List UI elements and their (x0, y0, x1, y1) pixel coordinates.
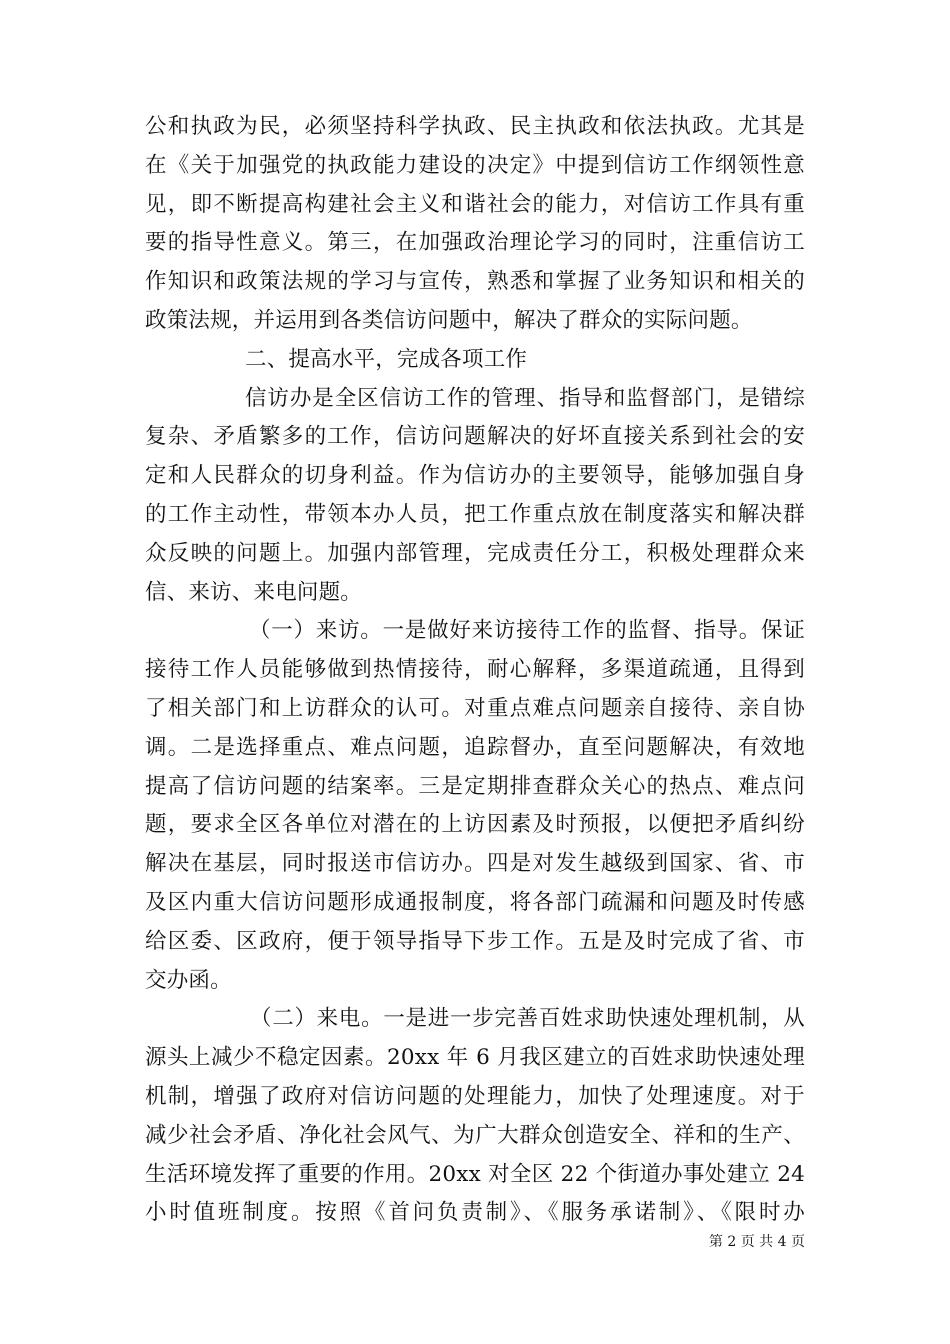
text-line: 定和人民群众的切身利益。作为信访办的主要领导，能够加强自身 (145, 463, 805, 489)
text-line: 小时值班制度。按照《首问负责制》、《服务承诺制》、《限时办 (145, 1200, 805, 1226)
text-line: 要的指导性意义。第三，在加强政治理论学习的同时，注重信访工 (145, 230, 805, 256)
text-line: 政策法规，并运用到各类信访问题中，解决了群众的实际问题。 (145, 307, 753, 333)
subsection-start-line: （二）来电。一是进一步完善百姓求助快速处理机制，从 (250, 1006, 805, 1032)
document-body (145, 108, 805, 1233)
page-number-footer: 第 2 页 共 4 页 (708, 1234, 805, 1250)
text-line: 见，即不断提高构建社会主义和谐社会的能力，对信访工作具有重 (145, 191, 805, 217)
text-line: 给区委、区政府，便于领导指导下步工作。五是及时完成了省、市 (145, 928, 805, 954)
text-line: 提高了信访问题的结案率。三是定期排查群众关心的热点、难点问 (145, 773, 805, 799)
text-line: 题，要求全区各单位对潜在的上访因素及时预报，以便把矛盾纠纷 (145, 812, 805, 838)
text-line: 交办函。 (145, 967, 232, 993)
text-line: 解决在基层，同时报送市信访办。四是对发生越级到国家、省、市 (145, 851, 805, 877)
text-line: 源头上减少不稳定因素。20xx 年 6 月我区建立的百姓求助快速处理 (145, 1045, 805, 1071)
text-line: 调。二是选择重点、难点问题，追踪督办，直至问题解决，有效地 (145, 734, 805, 760)
paragraph-start-line: 信访办是全区信访工作的管理、指导和监督部门，是错综 (245, 385, 805, 411)
text-line: 众反映的问题上。加强内部管理，完成责任分工，积极处理群众来 (145, 540, 805, 566)
section-heading: 二、提高水平，完成各项工作 (245, 346, 528, 372)
text-line: 在《关于加强党的执政能力建设的决定》中提到信访工作纲领性意 (145, 152, 805, 178)
text-line: 复杂、矛盾繁多的工作，信访问题解决的好坏直接关系到社会的安 (145, 424, 805, 450)
subsection-start-line: （一）来访。一是做好来访接待工作的监督、指导。保证 (249, 618, 805, 644)
text-line: 作知识和政策法规的学习与宣传，熟悉和掌握了业务知识和相关的 (145, 269, 805, 295)
text-line: 接待工作人员能够做到热情接待，耐心解释，多渠道疏通，且得到 (145, 657, 805, 683)
text-line: 生活环境发挥了重要的作用。20xx 对全区 22 个街道办事处建立 24 (145, 1161, 805, 1187)
text-line: 减少社会矛盾、净化社会风气、为广大群众创造安全、祥和的生产、 (145, 1122, 805, 1148)
text-line: 公和执政为民，必须坚持科学执政、民主执政和依法执政。尤其是 (145, 114, 805, 139)
text-line: 的工作主动性，带领本办人员，把工作重点放在制度落实和解决群 (145, 501, 805, 527)
text-line: 及区内重大信访问题形成通报制度，将各部门疏漏和问题及时传感 (145, 889, 805, 915)
text-line: 机制，增强了政府对信访问题的处理能力，加快了处理速度。对于 (145, 1083, 805, 1109)
text-line: 信、来访、来电问题。 (145, 579, 363, 605)
text-line: 了相关部门和上访群众的认可。对重点难点问题亲自接待、亲自协 (145, 695, 805, 721)
